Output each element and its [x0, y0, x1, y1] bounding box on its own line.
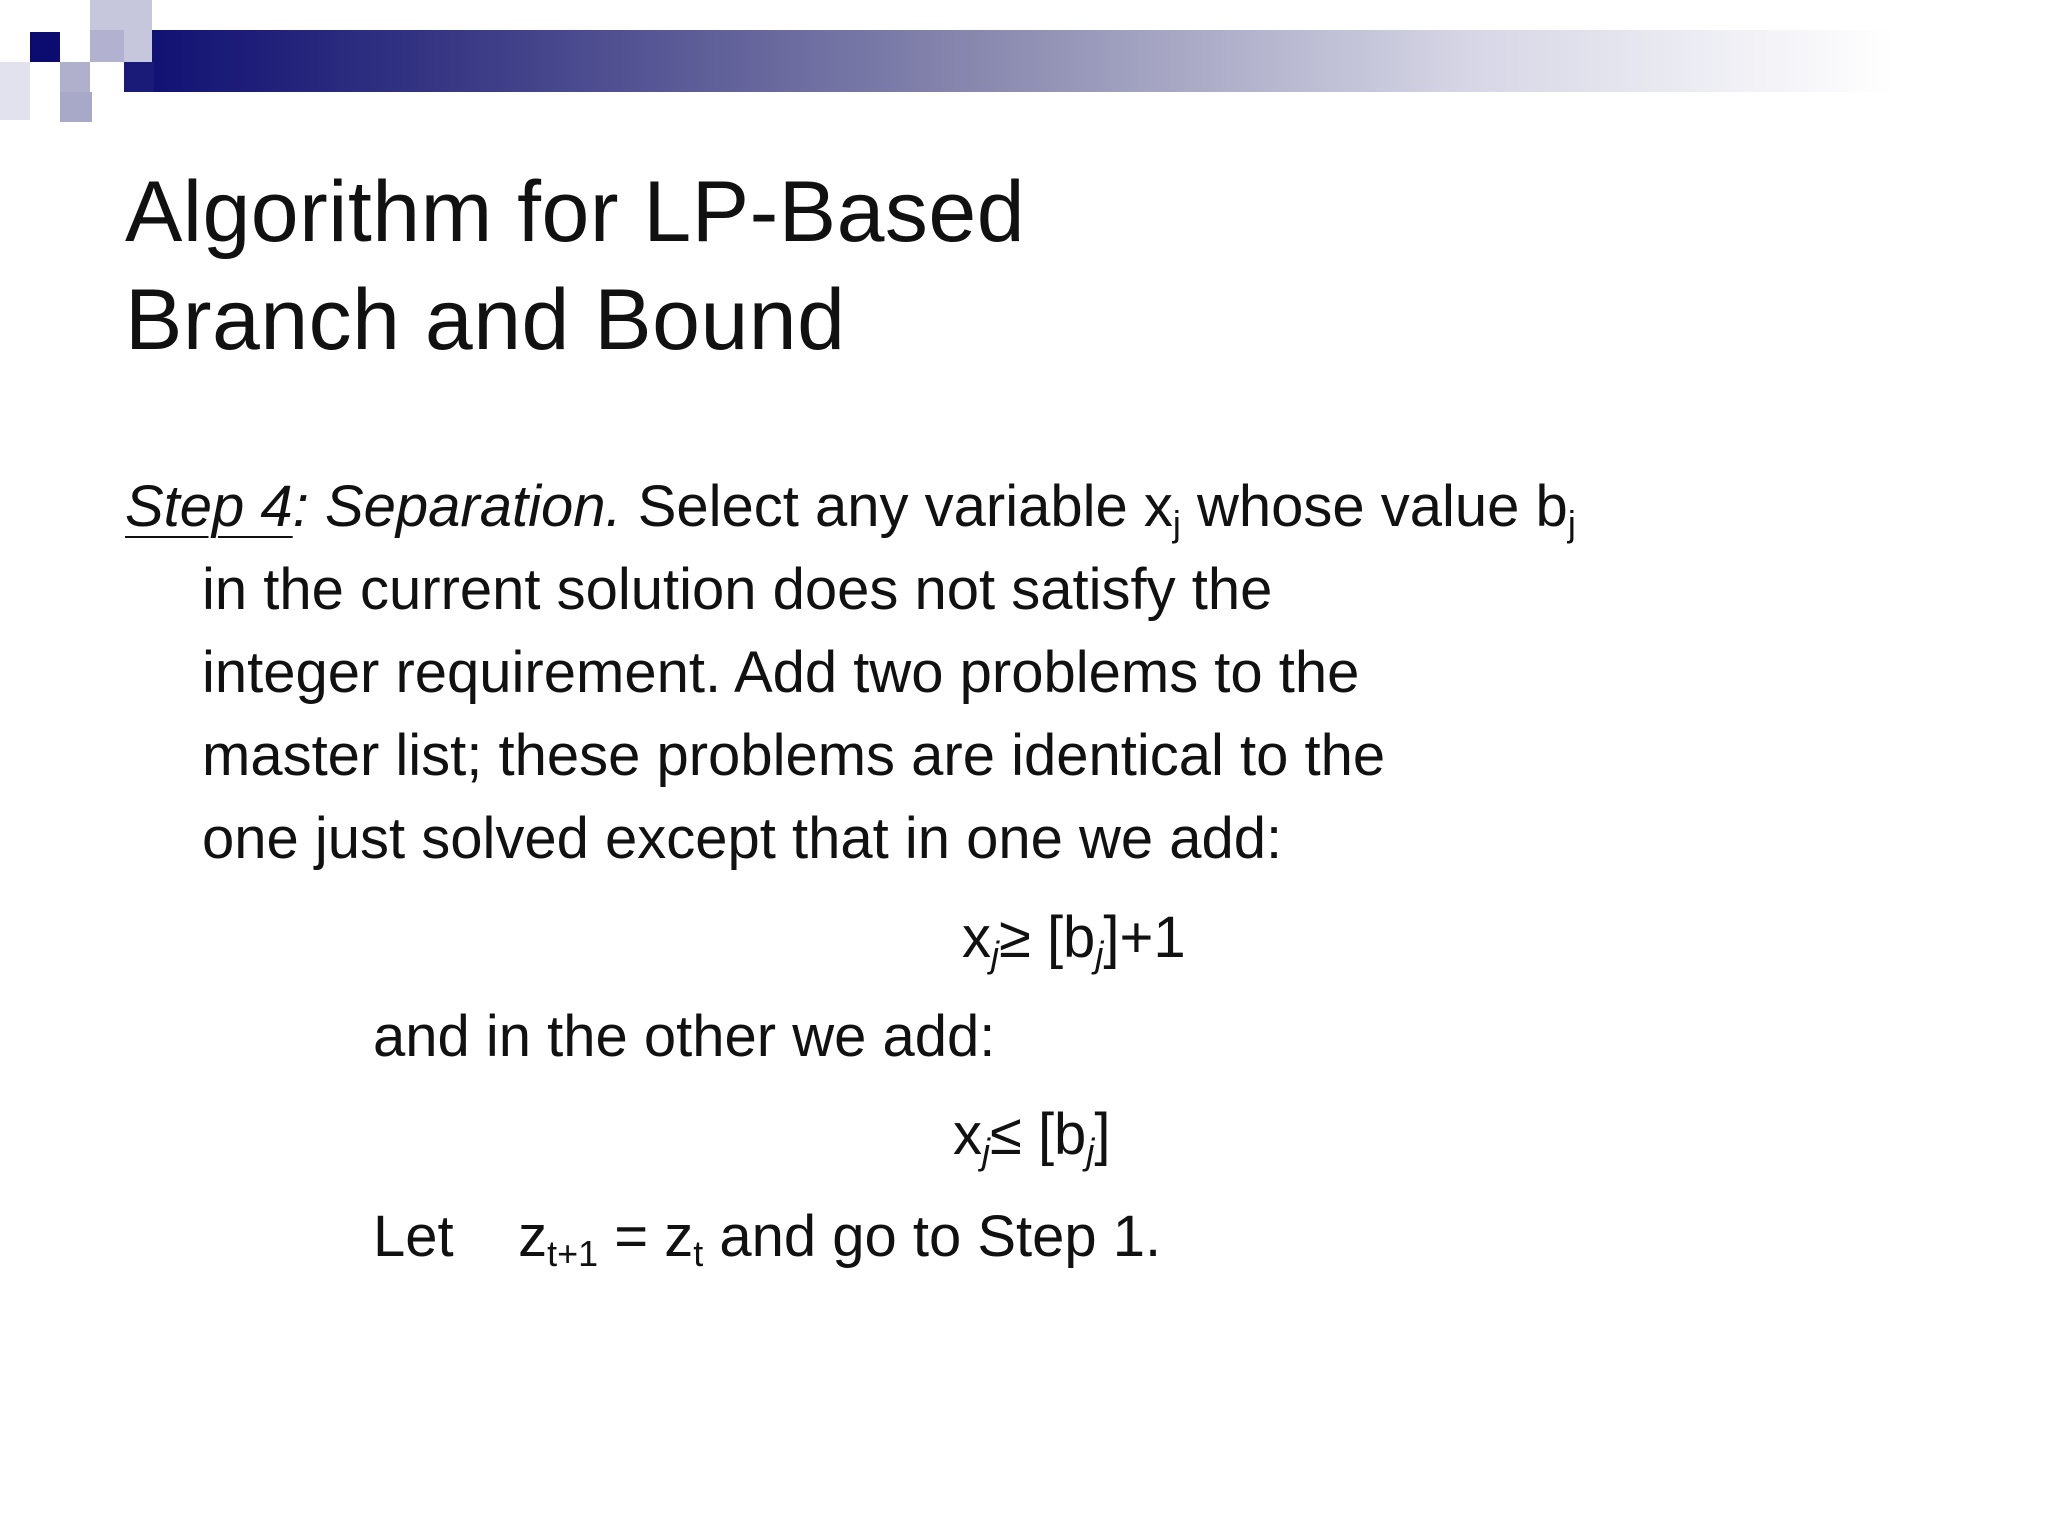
ineq1-rel: ≥ [b [999, 905, 1096, 970]
let-end: and go to Step 1. [719, 1204, 1162, 1269]
step-name: Separation. [324, 474, 622, 539]
eq-z: = z [614, 1204, 694, 1269]
subscript-j: j [1567, 503, 1576, 545]
subscript-j: j [1086, 1131, 1095, 1173]
decor-square [60, 62, 90, 92]
step-text-mid: whose value b [1197, 474, 1568, 539]
title-line-1: Algorithm for LP-Based [125, 164, 1026, 260]
ineq2-rel: ≤ [b [990, 1102, 1087, 1167]
slide-title [125, 158, 1025, 374]
ineq1-end: ]+1 [1103, 905, 1186, 970]
other-line: and in the other we add: [373, 1004, 996, 1069]
subscript-j: j [982, 1131, 990, 1173]
title-line-2: Branch and Bound [125, 272, 846, 368]
decor-square [124, 62, 154, 92]
ineq2-end: ] [1094, 1102, 1111, 1167]
step-line-2: in the current solution does not satisfy the [202, 557, 1273, 622]
decor-square [30, 32, 60, 62]
let-line [373, 1202, 1162, 1275]
step-line-3: integer requirement. Add two problems to the [202, 640, 1360, 705]
subscript-j: j [1095, 934, 1104, 976]
step-line-1 [125, 472, 1576, 545]
ineq2-x: x [953, 1102, 982, 1167]
subscript-t: t [693, 1233, 704, 1275]
subscript-t1: t+1 [547, 1233, 599, 1275]
inequality-lower [953, 1100, 1111, 1173]
z-var: z [518, 1204, 548, 1269]
decor-square [0, 62, 30, 120]
subscript-j: j [991, 934, 999, 976]
step-line-4: master list; these problems are identical to the [202, 723, 1386, 788]
step-label: Step 4 [125, 474, 293, 539]
ineq1-x: x [962, 905, 991, 970]
step-text: Select any variable x [637, 474, 1173, 539]
step-colon: : [292, 474, 309, 539]
let-word: Let [373, 1204, 454, 1269]
inequality-upper [962, 903, 1186, 976]
step-line-5: one just solved except that in one we add: [202, 806, 1283, 871]
decor-square [60, 92, 92, 122]
subscript-j: j [1172, 503, 1181, 545]
header-gradient-bar [124, 30, 2048, 92]
decor-square [90, 30, 124, 62]
